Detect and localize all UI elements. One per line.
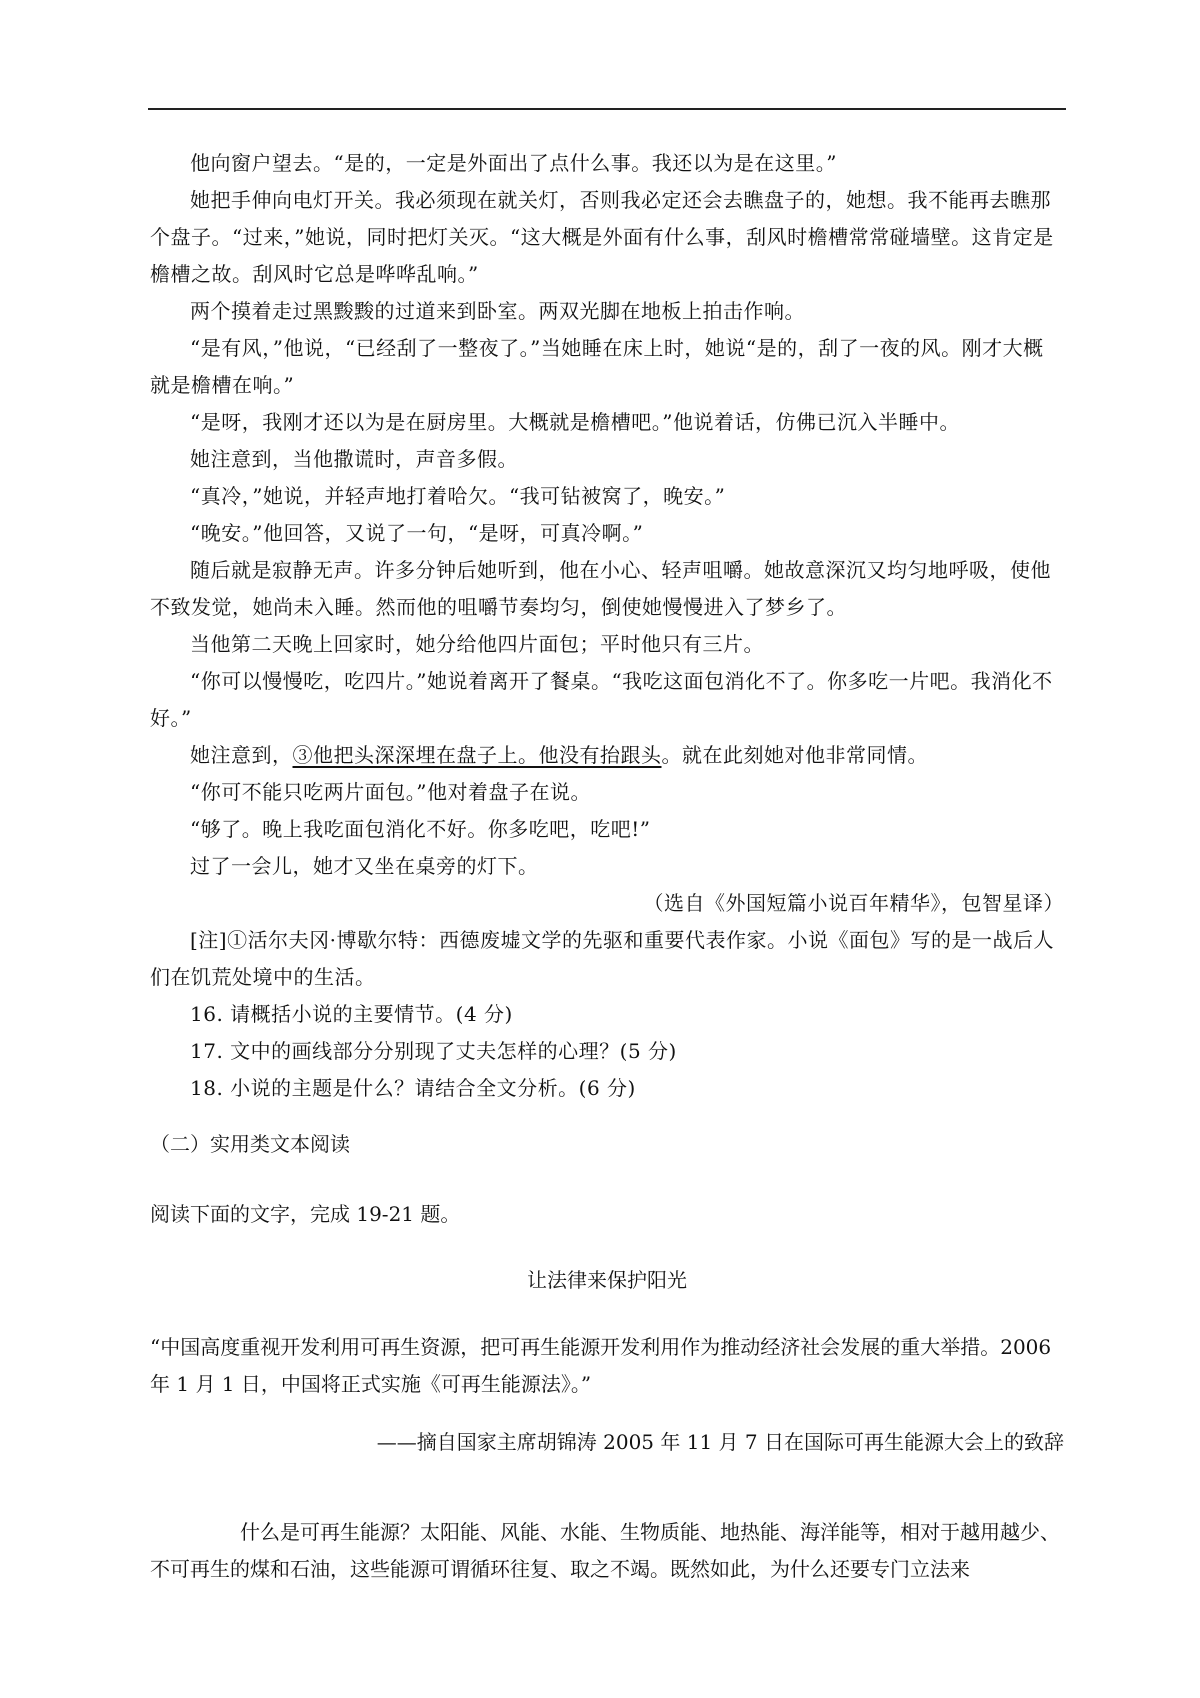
story-paragraph: 她注意到，当他撒谎时，声音多假。 (190, 447, 518, 471)
story-paragraph: “真冷，”她说，并轻声地打着哈欠。“我可钻被窝了，晚安。” (190, 484, 726, 508)
author-note: [注]①活尔夫冈·博歇尔特：西德废墟文学的先驱和重要代表作家。小说《面包》写的是一战后人们在饥荒处境中的生活。 (150, 928, 1054, 989)
question-17: 17. 文中的画线部分分别现了丈夫怎样的心理？(5 分) (190, 1039, 677, 1063)
underlined-sentence: ③他把头深深埋在盘子上。他没有抬跟头 (292, 743, 662, 767)
story-paragraph: “够了。晚上我吃面包消化不好。你多吃吧，吃吧!” (190, 817, 651, 841)
story-paragraph: “是呀，我刚才还以为是在厨房里。大概就是檐槽吧。”他说着话，仿佛已沉入半睡中。 (190, 410, 960, 434)
story-paragraph: “你可以慢慢吃，吃四片。”她说着离开了餐桌。“我吃这面包消化不了。你多吃一片吧。我消化不好。” (150, 669, 1053, 730)
story-paragraph: 过了一会儿，她才又坐在桌旁的灯下。 (190, 854, 539, 878)
story-paragraph: 随后就是寂静无声。许多分钟后她听到，他在小心、轻声咀嚼。她故意深沉又均匀地呼吸，使他不致发觉，她尚未入睡。然而他的咀嚼节奏均匀，倒使她慢慢进入了梦乡了。 (150, 558, 1051, 619)
story-paragraph: “晚安。”他回答，又说了一句，“是呀，可真冷啊。” (190, 521, 644, 545)
story-paragraph: 两个摸着走过黑黢黢的过道来到卧室。两双光脚在地板上拍击作响。 (190, 299, 805, 323)
article-body: 什么是可再生能源？太阳能、风能、水能、生物质能、地热能、海洋能等，相对于越用越少、不可再生的煤和石油，这些能源可谓循环往复、取之不竭。既然如此，为什么还要专门立法来 (150, 1520, 1060, 1581)
story-text (150, 145, 1064, 1107)
article-quote: “中国高度重视开发利用可再生资源，把可再生能源开发利用作为推动经济社会发展的重大举措。2006 年 1 月 1 日，中国将正式实施《可再生能源法》。” (150, 1335, 1052, 1396)
story-paragraph: 当他第二天晚上回家时，她分给他四片面包；平时他只有三片。 (190, 632, 764, 656)
story-paragraph: 她把手伸向电灯开关。我必须现在就关灯，否则我必定还会去瞧盘子的，她想。我不能再去瞧那个盘子。“过来，”她说，同时把灯关灭。“这大概是外面有什么事，刮风时檐槽常常碰墙壁。这肯定是檐槽之故。刮风时它总是哗哗乱响。” (150, 188, 1054, 286)
section-heading: （二）实用类文本阅读 (150, 1132, 350, 1156)
source-citation: （选自《外国短篇小说百年精华》，包智星译） (643, 891, 1064, 915)
article-title: 让法律来保护阳光 (527, 1268, 687, 1292)
story-paragraph: “是有风，”他说，“已经刮了一整夜了。”当她睡在床上时，她说“是的，刮了一夜的风。刚才大概就是檐槽在响。” (150, 336, 1044, 397)
story-paragraph: “你可不能只吃两片面包。”他对着盘子在说。 (190, 780, 591, 804)
p12-prefix: 她注意到， (190, 743, 293, 767)
question-16: 16. 请概括小说的主要情节。(4 分) (190, 1002, 513, 1026)
story-paragraph: 他向窗户望去。“是的，一定是外面出了点什么事。我还以为是在这里。” (190, 151, 837, 175)
section-instruction: 阅读下面的文字，完成 19-21 题。 (150, 1202, 461, 1226)
quote-attribution: ——摘自国家主席胡锦涛 2005 年 11 月 7 日在国际可再生能源大会上的致辞 (376, 1430, 1064, 1454)
story-paragraph-underlined (150, 737, 1064, 774)
question-18: 18. 小说的主题是什么？请结合全文分析。(6 分) (190, 1076, 636, 1100)
p12-suffix: 。就在此刻她对他非常同情。 (661, 743, 928, 767)
header-rule (148, 108, 1066, 110)
